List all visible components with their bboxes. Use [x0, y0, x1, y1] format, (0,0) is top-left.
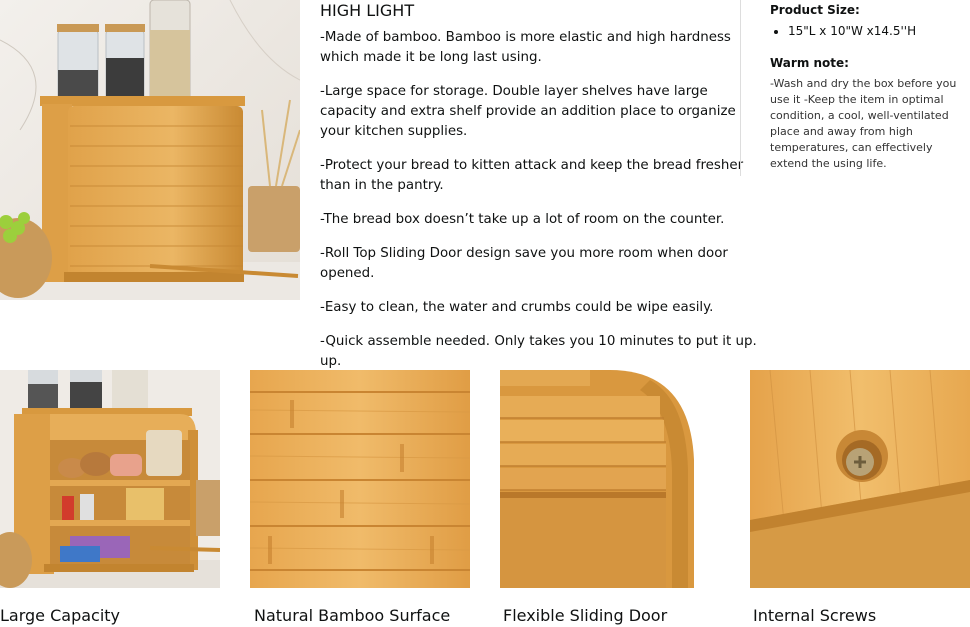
feature-paragraph: -Protect your bread to kitten attack and keep the bread fresher than in the pantry.: [320, 158, 744, 193]
internal-screws-caption: Internal Screws: [753, 606, 877, 625]
feature-paragraph: -Roll Top Sliding Door design save you more room when door opened.: [320, 246, 728, 281]
large-capacity-caption: Large Capacity: [0, 606, 121, 625]
section-heading: HIGH LIGHT: [320, 1, 415, 20]
warm-note-title: Warm note:: [770, 56, 849, 70]
highlight-section: [320, 0, 765, 386]
internal-screws-image: [750, 370, 970, 588]
large-capacity-image: [0, 370, 220, 588]
bamboo-surface-caption: Natural Bamboo Surface: [254, 606, 451, 625]
feature-paragraph: -Large space for storage. Double layer shelves have large capacity and extra shelf provide an addition place to organize your kitchen supplies.: [320, 84, 736, 139]
product-info-panel: [740, 0, 970, 176]
product-size-title: Product Size:: [770, 3, 860, 17]
warm-note-text: -Wash and dry the box before you use it -Keep the item in optimal condition, a cool, well-ventilated place and away from high temperatures, can effectively extend the using life.: [770, 77, 957, 170]
product-size-list: [770, 23, 970, 39]
hero-product-image: [0, 0, 300, 300]
product-size-value: • 15"L x 10"W x14.5''H: [788, 23, 970, 39]
sliding-door-image: [500, 370, 720, 588]
feature-paragraph: -Easy to clean, the water and crumbs could be wipe easily.: [320, 300, 714, 315]
bamboo-surface-image: [250, 370, 470, 588]
feature-paragraph: -Quick assemble needed. Only takes you 10 minutes to put it up. up.: [320, 334, 757, 369]
feature-paragraph: -Made of bamboo. Bamboo is more elastic and high hardness which made it be long last using.: [320, 30, 731, 65]
feature-paragraph: -The bread box doesn’t take up a lot of room on the counter.: [320, 212, 725, 227]
sliding-door-caption: Flexible Sliding Door: [503, 606, 668, 625]
